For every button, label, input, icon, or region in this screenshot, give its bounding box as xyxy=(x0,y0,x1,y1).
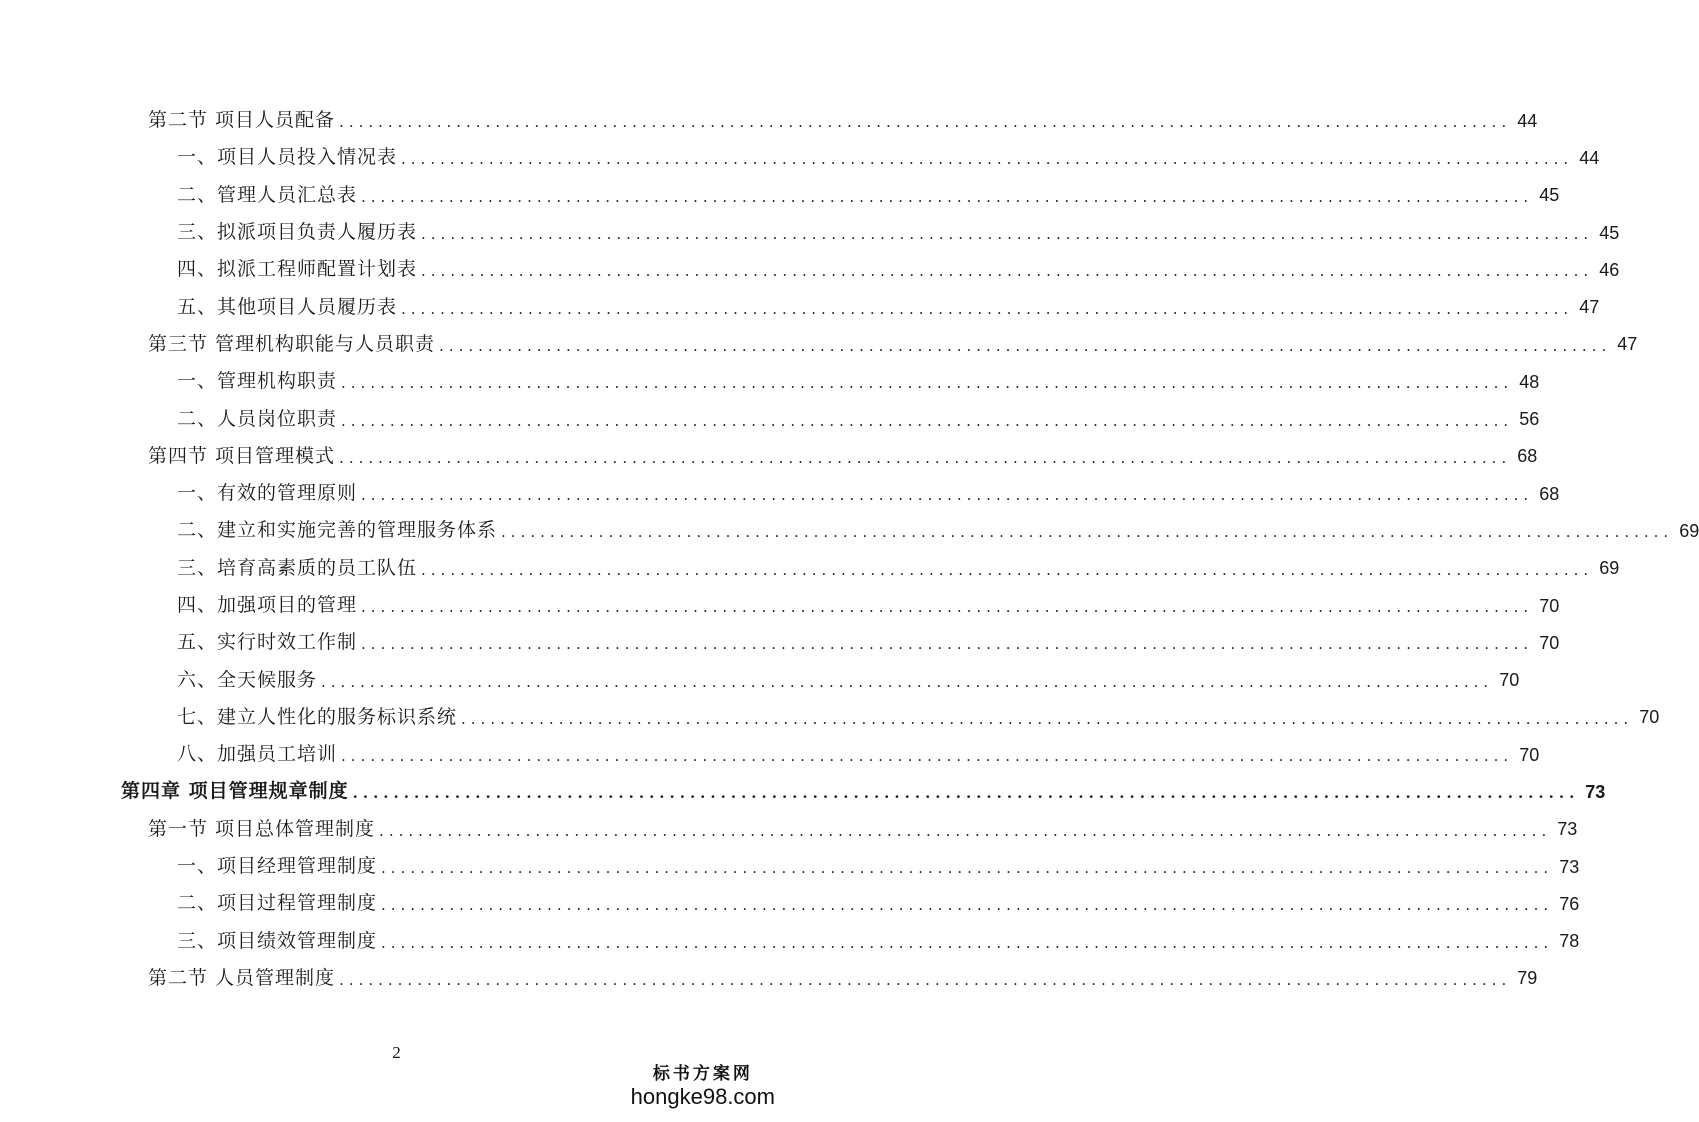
toc-dot-leader: ........................................................................................................................ xyxy=(401,150,1574,169)
toc-entry-title: 二、建立和实施完善的管理服务体系 xyxy=(177,519,498,542)
toc-entry-title: 一、项目人员投入情况表 xyxy=(177,146,398,169)
toc-entry-title: 五、实行时效工作制 xyxy=(177,631,358,654)
toc-entry-title: 一、项目经理管理制度 xyxy=(177,855,378,878)
page-number: 2 xyxy=(392,1043,401,1062)
table-of-contents xyxy=(0,102,1699,997)
toc-dot-leader: ........................................................................................................................ xyxy=(339,113,1512,132)
toc-dot-leader: ........................................................................................................................ xyxy=(501,523,1674,542)
toc-entry-title: 二、项目过程管理制度 xyxy=(177,892,378,915)
toc-entry-chapter[interactable] xyxy=(0,773,1606,810)
toc-entry-page-number: 44 xyxy=(1579,147,1600,168)
toc-dot-leader: ........................................................................................................................ xyxy=(461,709,1634,728)
toc-entry-item[interactable] xyxy=(0,624,1560,661)
toc-dot-leader: ........................................................................................................................ xyxy=(321,672,1494,691)
toc-entry-title: 二、管理人员汇总表 xyxy=(177,183,358,206)
toc-entry-page-number: 70 xyxy=(1539,595,1560,616)
toc-dot-leader: ........................................................................................................................ xyxy=(381,933,1554,952)
toc-entry-item[interactable] xyxy=(0,699,1660,736)
toc-entry-page-number: 68 xyxy=(1539,483,1560,504)
toc-entry-page-number: 73 xyxy=(1559,856,1580,877)
toc-entry-section[interactable] xyxy=(0,438,1538,475)
toc-entry-title: 一、有效的管理原则 xyxy=(177,482,358,505)
toc-dot-leader: ........................................................................................................................ xyxy=(361,635,1534,654)
toc-entry-page-number: 79 xyxy=(1517,968,1538,989)
toc-dot-leader: ........................................................................................................................ xyxy=(361,486,1534,505)
toc-entry-page-number: 69 xyxy=(1679,520,1699,541)
toc-entry-item[interactable] xyxy=(0,885,1580,922)
toc-entry-page-number: 45 xyxy=(1539,185,1560,206)
toc-entry-title: 一、管理机构职责 xyxy=(177,370,338,393)
toc-dot-leader: ........................................................................................................................ xyxy=(421,262,1594,281)
toc-entry-item[interactable] xyxy=(0,177,1560,214)
toc-dot-leader: ........................................................................................................................ xyxy=(339,448,1512,467)
toc-entry-page-number: 48 xyxy=(1519,371,1540,392)
toc-entry-item[interactable] xyxy=(0,214,1620,251)
toc-entry-title: 二、人员岗位职责 xyxy=(177,407,338,430)
toc-entry-page-number: 70 xyxy=(1539,632,1560,653)
toc-dot-leader: ........................................................................................................................ xyxy=(381,896,1554,915)
toc-entry-page-number: 47 xyxy=(1617,334,1638,355)
toc-entry-title: 三、项目绩效管理制度 xyxy=(177,929,378,952)
toc-entry-item[interactable] xyxy=(0,512,1699,549)
toc-dot-leader: ........................................................................................................................ xyxy=(361,598,1534,616)
toc-dot-leader: ........................................................................................................................ xyxy=(421,560,1594,579)
toc-entry-item[interactable] xyxy=(0,923,1580,960)
toc-entry-title: 第四章 项目管理规章制度 xyxy=(121,780,349,803)
toc-entry-title: 五、其他项目人员履历表 xyxy=(177,295,398,318)
toc-dot-leader: ........................................................................................................................ xyxy=(379,821,1552,840)
toc-entry-item[interactable] xyxy=(0,139,1600,176)
toc-dot-leader: ........................................................................................................................ xyxy=(421,225,1594,244)
toc-entry-title: 三、培育高素质的员工队伍 xyxy=(177,556,418,579)
toc-entry-page-number: 70 xyxy=(1519,744,1540,765)
toc-dot-leader: ........................................................................................................................ xyxy=(341,374,1514,393)
toc-entry-item[interactable] xyxy=(0,251,1620,288)
toc-dot-leader: ........................................................................................................................ xyxy=(341,747,1514,766)
toc-entry-item[interactable] xyxy=(0,848,1580,885)
toc-dot-leader: ........................................................................................................................ xyxy=(361,187,1534,206)
toc-entry-section[interactable] xyxy=(0,102,1538,139)
toc-entry-title: 第三节 管理机构职能与人员职责 xyxy=(148,332,436,355)
toc-entry-title: 八、加强员工培训 xyxy=(177,743,338,766)
toc-entry-section[interactable] xyxy=(0,326,1638,363)
toc-entry-page-number: 69 xyxy=(1599,558,1620,579)
toc-entry-page-number: 56 xyxy=(1519,409,1540,430)
toc-entry-page-number: 47 xyxy=(1579,297,1600,318)
toc-entry-title: 第二节 项目人员配备 xyxy=(148,109,336,132)
toc-entry-title: 六、全天候服务 xyxy=(177,668,318,691)
toc-entry-title: 三、拟派项目负责人履历表 xyxy=(177,221,418,244)
toc-entry-item[interactable] xyxy=(0,400,1540,437)
toc-entry-item[interactable] xyxy=(0,550,1620,587)
toc-entry-page-number: 68 xyxy=(1517,446,1538,467)
toc-entry-title: 四、加强项目的管理 xyxy=(177,594,358,616)
toc-entry-item[interactable] xyxy=(0,475,1560,512)
toc-entry-page-number: 70 xyxy=(1639,707,1660,728)
toc-dot-leader: ........................................................................................................................ xyxy=(439,336,1612,355)
toc-dot-leader: ........................................................................................................................ xyxy=(381,859,1554,878)
toc-dot-leader: ........................................................................................................................ xyxy=(341,411,1514,430)
toc-dot-leader: ........................................................................................................................ xyxy=(352,784,1580,803)
toc-dot-leader: ........................................................................................................................ xyxy=(339,970,1512,989)
toc-entry-item[interactable] xyxy=(0,363,1540,400)
toc-entry-item[interactable] xyxy=(0,736,1540,773)
toc-entry-section[interactable] xyxy=(0,960,1538,997)
toc-entry-title: 第一节 项目总体管理制度 xyxy=(148,817,376,840)
toc-entry-page-number: 73 xyxy=(1557,819,1578,840)
toc-entry-title: 七、建立人性化的服务标识系统 xyxy=(177,705,458,728)
toc-entry-item[interactable] xyxy=(0,587,1560,624)
toc-entry-section[interactable] xyxy=(0,811,1578,848)
watermark-brand-name: 标书方案网 xyxy=(652,1064,753,1084)
toc-entry-page-number: 46 xyxy=(1599,259,1620,280)
toc-entry-page-number: 70 xyxy=(1499,670,1520,691)
toc-entry-title: 第二节 人员管理制度 xyxy=(148,966,336,989)
toc-entry-item[interactable] xyxy=(0,661,1520,698)
toc-entry-item[interactable] xyxy=(0,288,1600,325)
toc-entry-page-number: 45 xyxy=(1599,222,1620,243)
watermark-url: hongke98.com xyxy=(630,1084,775,1109)
toc-entry-page-number: 76 xyxy=(1559,893,1580,914)
toc-dot-leader: ........................................................................................................................ xyxy=(401,299,1574,318)
toc-entry-page-number: 78 xyxy=(1559,931,1580,952)
toc-entry-page-number: 73 xyxy=(1585,781,1606,802)
toc-entry-page-number: 44 xyxy=(1517,110,1538,131)
watermark-logo xyxy=(631,1059,775,1110)
toc-entry-title: 第四节 项目管理模式 xyxy=(148,444,336,467)
toc-entry-title: 四、拟派工程师配置计划表 xyxy=(177,258,418,281)
